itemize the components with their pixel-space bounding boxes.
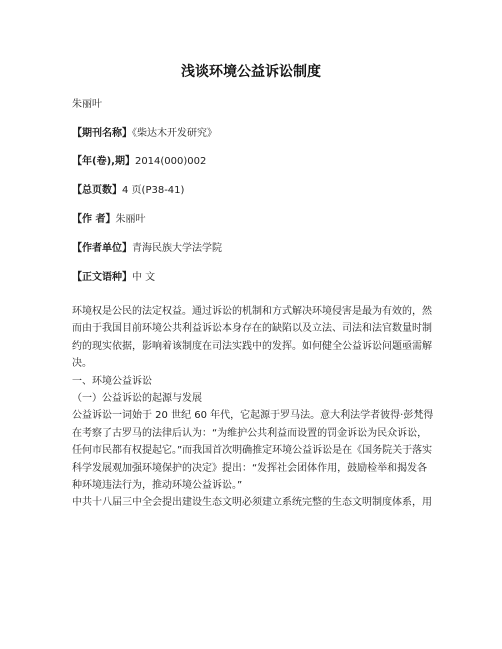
meta-value: 2014(000)002	[134, 156, 207, 167]
meta-value: 中 文	[132, 272, 156, 283]
abstract-paragraph: 环境权是公民的法定权益。通过诉讼的机制和方式解决环境侵害是最为有效的，然而由于我国目前环境公共利益诉讼本身存在的缺陷以及立法、司法和法官数量时制约的现实依据，影响着该制度在司法实践中的发挥。如何健全公益诉讼问题亟需解决。	[72, 306, 432, 370]
meta-key: 【总页数】	[72, 185, 122, 196]
meta-value: 4 页(P38-41)	[122, 185, 185, 196]
section-heading: 一、环境公益诉讼	[72, 375, 152, 387]
body-paragraph: 中共十八届三中全会提出建设生态文明必须建立系统完整的生态文明制度体系，用	[72, 497, 432, 509]
meta-key: 【作 者】	[72, 214, 116, 225]
meta-value: 朱丽叶	[115, 214, 146, 225]
subsection-heading: （一）公益诉讼的起源与发展	[72, 393, 202, 405]
meta-volume	[72, 155, 206, 169]
meta-language	[72, 271, 155, 285]
meta-key: 【作者单位】	[72, 243, 132, 254]
meta-key: 【正文语种】	[72, 272, 132, 283]
meta-key: 【年(卷),期】	[72, 156, 135, 167]
article-body	[72, 303, 434, 512]
meta-pages	[72, 184, 184, 198]
author-name: 朱丽叶	[72, 99, 102, 110]
body-paragraph: 公益诉讼一词始于 20 世纪 60 年代，它起源于罗马法。意大利法学者彼得·彭梵得在考察了古罗马的法律后认为：“为维护公共利益而设置的罚金诉讼为民众诉讼，任何市民都有权提起它。”而我国首次明确推定环境公益诉讼是在《国务院关于落实科学发展观加强环境保护的决定》提出：“发挥社会团体作用，鼓励检举和揭发各种环境违法行为，推动环境公益诉讼。”	[72, 410, 434, 492]
meta-author	[72, 213, 145, 227]
article-title: 浅谈环境公益诉讼制度	[181, 64, 321, 80]
meta-value: 青海民族大学法学院	[132, 243, 222, 254]
meta-affiliation	[72, 242, 222, 256]
meta-value: 《柴达木开发研究》	[132, 128, 217, 139]
meta-key: 【期刊名称】	[72, 128, 132, 139]
meta-journal	[72, 127, 217, 141]
